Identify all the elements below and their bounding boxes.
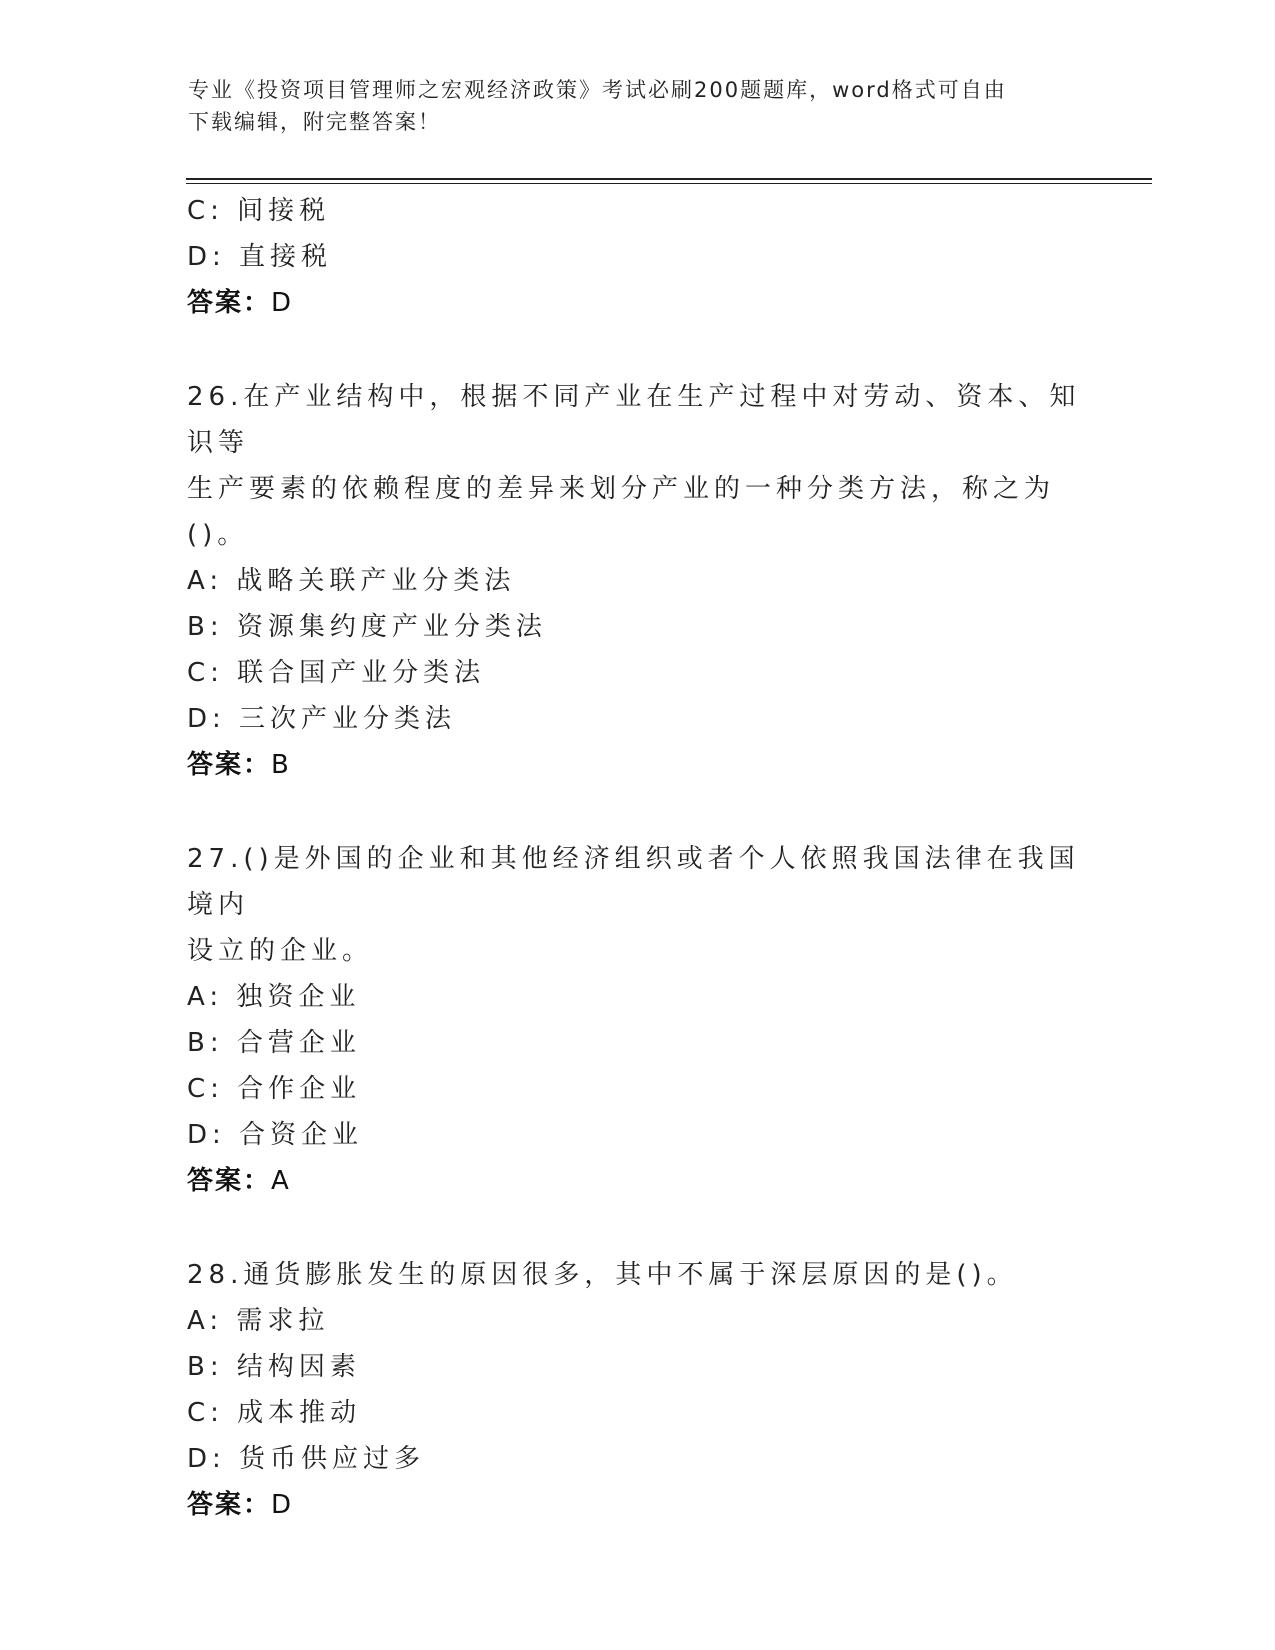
option-c: C: 成本推动 xyxy=(187,1398,362,1428)
answer-value: B xyxy=(271,750,291,780)
question-stem-line-2: 设立的企业。 xyxy=(187,936,374,966)
option-a: A: 独资企业 xyxy=(187,982,361,1012)
answer-value: A xyxy=(271,1166,291,1196)
option-b: B: 结构因素 xyxy=(187,1352,361,1382)
option-a: A: 需求拉 xyxy=(187,1306,330,1336)
answer-value: D xyxy=(271,288,294,318)
option-a: A: 战略关联产业分类法 xyxy=(187,566,516,596)
page-header xyxy=(188,74,1088,138)
answer-label: 答案： xyxy=(187,1166,272,1196)
answer-line xyxy=(187,280,1087,326)
question-stem-line-1: 26.在产业结构中，根据不同产业在生产过程中对劳动、资本、知识等 xyxy=(187,382,1081,458)
header-line-2: 下载编辑，附完整答案！ xyxy=(188,110,441,134)
question-stem-line-1: 27.()是外国的企业和其他经济组织或者个人依照我国法律在我国境内 xyxy=(187,844,1080,920)
option-d: D: 货币供应过多 xyxy=(187,1444,426,1474)
header-rule-thick xyxy=(186,178,1152,180)
answer-line xyxy=(187,742,1087,788)
carryover-block xyxy=(187,188,1087,326)
option-d: D: 直接税 xyxy=(187,242,333,272)
answer-line xyxy=(187,1158,1087,1204)
option-c: C: 间接税 xyxy=(187,196,331,226)
question-content xyxy=(187,188,1087,1528)
answer-label: 答案： xyxy=(187,1490,272,1520)
option-c: C: 联合国产业分类法 xyxy=(187,658,486,688)
answer-label: 答案： xyxy=(187,288,272,318)
header-line-1: 专业《投资项目管理师之宏观经济政策》考试必刷200题题库，word格式可自由 xyxy=(188,78,1007,102)
answer-label: 答案： xyxy=(187,750,272,780)
question-stem-line-1: 28.通货膨胀发生的原因很多，其中不属于深层原因的是()。 xyxy=(187,1260,1018,1290)
option-d: D: 合资企业 xyxy=(187,1120,364,1150)
question-27 xyxy=(187,836,1087,1204)
option-d: D: 三次产业分类法 xyxy=(187,704,457,734)
question-26 xyxy=(187,374,1087,788)
question-28 xyxy=(187,1252,1087,1528)
option-b: B: 合营企业 xyxy=(187,1028,361,1058)
answer-line xyxy=(187,1482,1087,1528)
option-b: B: 资源集约度产业分类法 xyxy=(187,612,547,642)
header-rule-thin xyxy=(186,183,1152,184)
answer-value: D xyxy=(271,1490,294,1520)
question-stem-line-2: 生产要素的依赖程度的差异来划分产业的一种分类方法，称之为()。 xyxy=(187,474,1056,550)
option-c: C: 合作企业 xyxy=(187,1074,362,1104)
